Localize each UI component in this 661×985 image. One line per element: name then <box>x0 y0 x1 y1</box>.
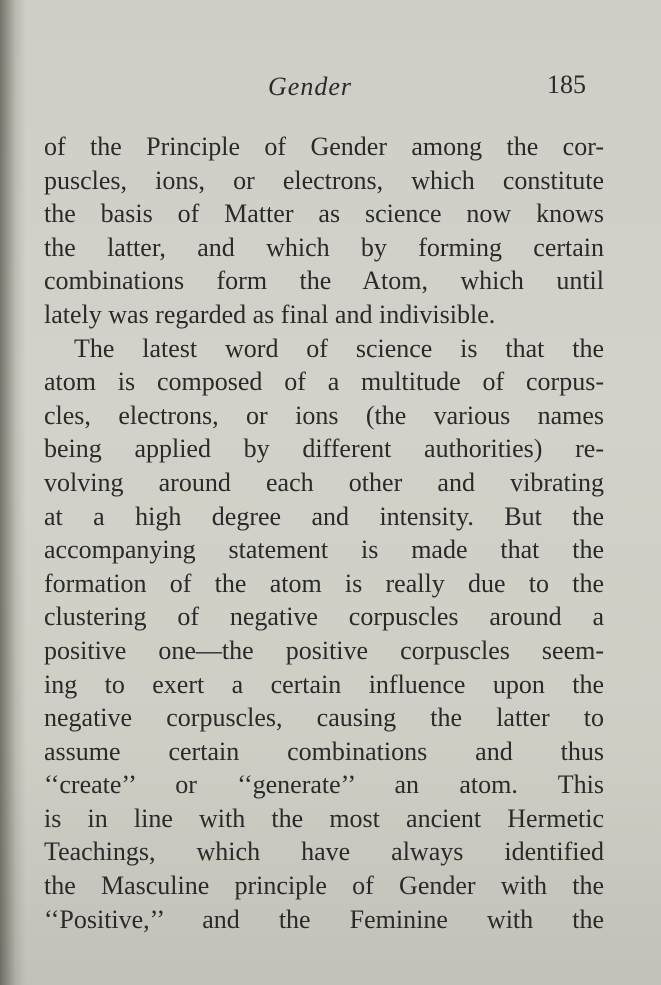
text-line: the latter, and which by forming certain <box>44 232 604 262</box>
paragraph-first-line: The latest word of science is that the <box>74 333 604 363</box>
text-line: clustering of negative corpuscles around a <box>44 602 604 632</box>
text-line: puscles, ions, or electrons, which constitute <box>44 165 604 195</box>
running-head <box>40 68 600 102</box>
text-line: the basis of Matter as science now knows <box>44 199 604 229</box>
text-line: combinations form the Atom, which until <box>44 266 604 296</box>
text-line: positive one—the positive corpuscles seem- <box>44 635 604 665</box>
text-line: ing to exert a certain influence upon the <box>44 669 604 699</box>
text-line: Teachings, which have always identified <box>44 837 604 867</box>
running-title: Gender <box>268 72 352 101</box>
text-line: assume certain combinations and thus <box>44 736 604 766</box>
text-line: ‘‘Positive,’’ and the Feminine with the <box>44 904 604 934</box>
text-line: accompanying statement is made that the <box>44 535 604 565</box>
text-line: formation of the atom is really due to the <box>44 568 604 598</box>
text-line: lately was regarded as final and indivisible. <box>44 299 496 329</box>
text-line: ‘‘create’’ or ‘‘generate’’ an atom. This <box>44 770 604 800</box>
text-line: at a high degree and intensity. But the <box>44 501 604 531</box>
text-line: the Masculine principle of Gender with the <box>44 871 604 901</box>
text-line: negative corpuscles, causing the latter to <box>44 703 604 733</box>
page-number: 185 <box>547 70 586 99</box>
text-line: atom is composed of a multitude of corpus- <box>44 367 604 397</box>
text-line: of the Principle of Gender among the cor- <box>44 132 604 161</box>
text-line: cles, electrons, or ions (the various names <box>44 400 604 430</box>
body-text <box>44 130 604 936</box>
text-line: is in line with the most ancient Hermetic <box>44 803 604 833</box>
text-line: volving around each other and vibrating <box>44 467 604 497</box>
text-line: being applied by different authorities) re- <box>44 434 604 464</box>
